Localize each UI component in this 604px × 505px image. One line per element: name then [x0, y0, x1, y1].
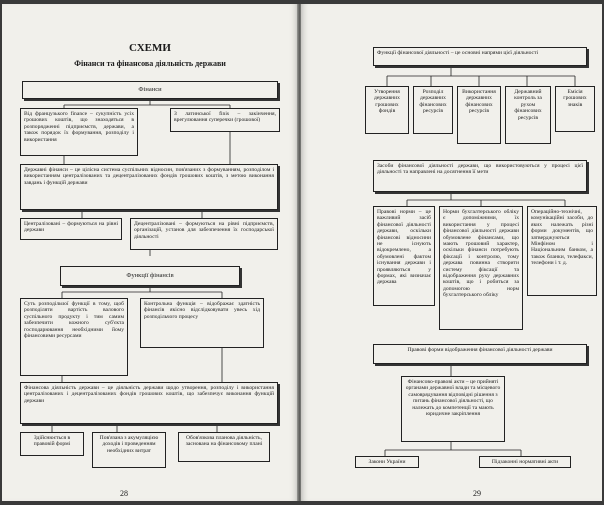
decentralized-box: Децентралізовані – формуються на рівні підприємств, організацій, установ для забезпечення їх господарської діяльності	[130, 218, 278, 250]
state-finance-box: Державні фінанси – це цілісна система суспільних відносин, пов'язаних з формуванням, розподілом і використанням централізованих та децентралізованих фондів грошових коштів, з метою виконання завдань і функцій держави	[20, 164, 278, 210]
page-number-left: 28	[120, 489, 128, 498]
legal-forms-box: Правові форми відображення фінансової діяльності держави	[373, 344, 587, 364]
centralized-box: Централізовані – формуються на рівні держави	[20, 218, 122, 240]
function-control-box: Державний контроль за рухом фінансових ресурсів	[505, 86, 551, 144]
right-page	[301, 4, 602, 501]
latin-definition-box: З латинської finis – закінчення, врегулювання суперечки (грошової)	[170, 108, 280, 132]
distributive-function-box: Суть розподільчої функції в тому, щоб розподіляти вартість валового суспільного продукту і тим самим забезпечити кожного суб'єкта господарювання необхідними йому фінансовими ресурсами	[20, 298, 128, 376]
page-subtitle: Фінанси та фінансова діяльність держави	[74, 59, 226, 68]
legal-norms-box: Правові норми – це важливий засіб фінансової діяльності держави, оскільки фінансові відносини не існують відокремлено, а обумовлені фактом існування держави і проявляються у формах, які визначає держава	[373, 206, 435, 306]
accumulation-box: Пов'язана з акумуляцією доходів і проведенням необхідних витрат	[92, 432, 166, 468]
legal-form-box: Здійснюється в правовій формі	[20, 432, 84, 456]
bylaws-box: Підзаконні нормативні акти	[479, 456, 571, 468]
french-definition-box: Від французького finance – сукупність усіх грошових коштів, що знаходяться в розпорядженні підприємств, держави, а також порядок їх формування, розподілу і використання	[20, 108, 138, 156]
function-use-box: Використання державних фінансових ресурсів	[457, 86, 501, 144]
left-page	[2, 4, 298, 501]
mandatory-activity-box: Обов'язкова планова діяльність, заснована на фінансовому плані	[178, 432, 270, 462]
technical-means-box: Операційно-технічні, комунікаційні засоби, до яких належать різні форми документів, що затверджуються Мінфіном і Національним банком, а також бланки, телефакси, телефони і т. д.	[527, 206, 597, 296]
means-activity-box: Засоби фінансової діяльності держави, що використовуються у процесі цієї діяльності та направлені на досягнення її мети	[373, 160, 587, 192]
function-formation-box: Утворення державних грошових фондів	[365, 86, 409, 134]
function-distribution-box: Розподіл державних фінансових ресурсів	[413, 86, 453, 134]
finance-box: Фінанси	[22, 81, 278, 99]
page-title: СХЕМИ	[129, 42, 171, 54]
control-function-box: Контрольна функція – відображає здатність фінансів якісно відслідковувати увесь хід розподільчого процесу	[140, 298, 264, 348]
accounting-norms-box: Норми бухгалтерського обліку є допоміжними, їх використання у процесі фінансової діяльності держави обумовлене фінансами, що мають грошовий характер, оскільки фінанси потребують фіксації і контролю, тому держава повинна створити систему фіксації та відображення руху державних коштів, що і робиться за допомогою норм бухгалтерського обліку	[439, 206, 523, 330]
legal-acts-box: Фінансово-правові акти – це прийняті органами державної влади та місцевого самоврядування відповідні рішення з питань фінансової діяльності, що належать до компетенції та мають юридичне закріплення	[401, 376, 505, 442]
function-emission-box: Емісія грошових знаків	[555, 86, 595, 132]
functions-box: Функції фінансів	[60, 266, 240, 286]
financial-activity-box: Фінансова діяльність держави – це діяльність держави щодо утворення, розподілу і використання централізованих і децентралізованих фондів грошових коштів, що забезпечує виконання функцій держави	[20, 382, 278, 424]
page-number-right: 29	[473, 489, 481, 498]
left-connectors	[2, 4, 298, 501]
functions-activity-box: Функції фінансової діяльності – це основні напрями цієї діяльності	[373, 47, 587, 66]
laws-box: Закони України	[355, 456, 419, 468]
